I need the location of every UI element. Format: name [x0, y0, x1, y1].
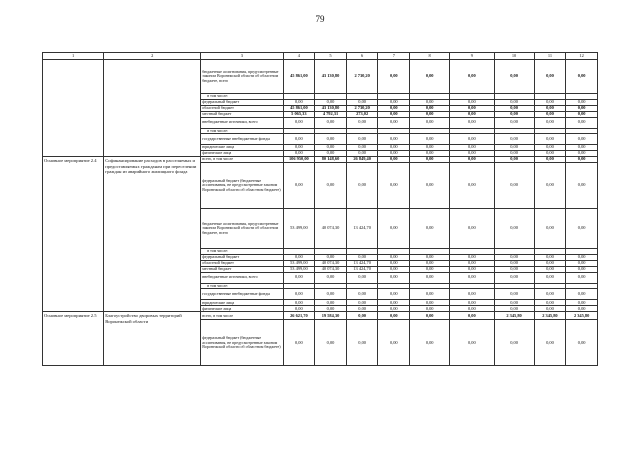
value-cell: 0,00	[378, 111, 410, 117]
value-cell: 0,00	[410, 134, 450, 145]
value-cell: 0,00	[315, 306, 347, 312]
column-header: 9	[450, 53, 494, 60]
header-row	[43, 53, 598, 60]
value-cell: 0,00	[450, 117, 494, 128]
column-header: 7	[378, 53, 410, 60]
value-cell: 0,00	[450, 157, 494, 163]
value-cell: 0,00	[534, 320, 566, 366]
value-cell: 0,00	[566, 134, 598, 145]
funding-source-cell: юридические лица	[201, 145, 283, 151]
value-cell: 0,00	[534, 111, 566, 117]
value-cell: 45 861,00	[283, 105, 315, 111]
value-cell: 2 345,80	[534, 312, 566, 320]
value-cell: 0,00	[534, 145, 566, 151]
value-cell: 0,00	[494, 111, 534, 117]
value-cell: 0,00	[494, 163, 534, 209]
value-cell: 13 424,70	[346, 209, 378, 249]
value-cell: 0,00	[410, 260, 450, 266]
value-cell: 0,00	[566, 272, 598, 283]
value-cell: 0,00	[450, 320, 494, 366]
measure-name-cell	[43, 60, 104, 157]
value-cell: 0,00	[410, 272, 450, 283]
value-cell: 0,00	[534, 60, 566, 94]
value-cell: 0,00	[378, 157, 410, 163]
value-cell: 0,00	[410, 266, 450, 272]
value-cell: 0,00	[283, 320, 315, 366]
column-header: 11	[534, 53, 566, 60]
funding-source-cell: федеральный бюджет	[201, 254, 283, 260]
funding-source-cell: бюджетные ассигнования, предусмотренные законом Воронежской области об областном бюджете, всего	[201, 209, 283, 249]
value-cell: 0,00	[450, 300, 494, 306]
value-cell: 0,00	[566, 105, 598, 111]
value-cell: 0,00	[566, 266, 598, 272]
value-cell: 53 499,00	[283, 209, 315, 249]
value-cell: 0,00	[283, 300, 315, 306]
value-cell: 0,00	[534, 134, 566, 145]
funding-source-cell: государственные внебюджетные фонды	[201, 289, 283, 300]
value-cell: 0,00	[283, 254, 315, 260]
value-cell: 0,00	[494, 134, 534, 145]
measure-description-cell	[104, 60, 201, 157]
value-cell: 0,00	[346, 254, 378, 260]
funding-source-cell: областной бюджет	[201, 105, 283, 111]
value-cell: 0,00	[378, 60, 410, 94]
value-cell: 40 074,30	[315, 266, 347, 272]
value-cell: 0,00	[378, 289, 410, 300]
value-cell: 0,00	[346, 163, 378, 209]
value-cell: 0,00	[450, 254, 494, 260]
value-cell: 0,00	[566, 111, 598, 117]
value-cell: 0,00	[494, 60, 534, 94]
value-cell: 0,00	[534, 99, 566, 105]
value-cell: 0,00	[378, 254, 410, 260]
value-cell: 0,00	[346, 151, 378, 157]
column-header: 8	[410, 53, 450, 60]
value-cell: 0,00	[534, 289, 566, 300]
value-cell: 0,00	[534, 163, 566, 209]
table-row	[43, 312, 598, 320]
value-cell: 19 584,30	[315, 312, 347, 320]
value-cell: 5 065,33	[283, 111, 315, 117]
value-cell: 0,00	[494, 266, 534, 272]
value-cell: 0,00	[315, 151, 347, 157]
column-header: 5	[315, 53, 347, 60]
funding-source-cell: государственные внебюджетные фонды	[201, 134, 283, 145]
value-cell: 0,00	[346, 99, 378, 105]
value-cell: 0,00	[378, 105, 410, 111]
value-cell: 0,00	[450, 111, 494, 117]
value-cell: 0,00	[410, 145, 450, 151]
value-cell: 0,00	[346, 300, 378, 306]
column-header: 12	[566, 53, 598, 60]
value-cell: 0,00	[378, 320, 410, 366]
value-cell: 0,00	[450, 99, 494, 105]
value-cell: 0,00	[494, 254, 534, 260]
value-cell: 0,00	[315, 289, 347, 300]
value-cell: 0,00	[494, 117, 534, 128]
value-cell: 0,00	[566, 99, 598, 105]
value-cell: 0,00	[494, 209, 534, 249]
measure-name-cell: Основное мероприятие 2.4	[43, 157, 104, 312]
value-cell: 0,00	[410, 300, 450, 306]
funding-source-cell: федеральный бюджет (бюджетные ассигнования, не предусмотренные законом Воронежской области об областном бюджете)	[201, 320, 283, 366]
value-cell: 0,00	[566, 320, 598, 366]
value-cell: 0,00	[346, 312, 378, 320]
value-cell: 0,00	[378, 134, 410, 145]
value-cell: 0,00	[410, 163, 450, 209]
value-cell: 0,00	[315, 134, 347, 145]
value-cell: 0,00	[534, 266, 566, 272]
value-cell: 0,00	[410, 60, 450, 94]
value-cell: 0,00	[534, 209, 566, 249]
measure-name-cell: Основное мероприятие 2.5	[43, 312, 104, 366]
funding-source-cell: областной бюджет	[201, 260, 283, 266]
value-cell: 0,00	[450, 105, 494, 111]
page-number: 79	[315, 14, 325, 24]
value-cell: 13 424,70	[346, 266, 378, 272]
funding-source-cell: бюджетные ассигнования, предусмотренные законом Воронежской области об областном бюджете, всего	[201, 60, 283, 94]
value-cell: 0,00	[410, 99, 450, 105]
value-cell: 0,00	[346, 289, 378, 300]
funding-source-cell: юридические лица	[201, 300, 283, 306]
value-cell: 0,00	[566, 209, 598, 249]
value-cell: 0,00	[494, 151, 534, 157]
value-cell: 0,00	[494, 289, 534, 300]
value-cell: 0,00	[283, 289, 315, 300]
value-cell: 0,00	[315, 117, 347, 128]
value-cell: 0,00	[283, 151, 315, 157]
funding-source-cell: местный бюджет	[201, 266, 283, 272]
value-cell: 0,00	[346, 306, 378, 312]
value-cell: 0,00	[494, 320, 534, 366]
value-cell: 13 424,70	[346, 260, 378, 266]
value-cell: 0,00	[534, 157, 566, 163]
value-cell: 0,00	[450, 209, 494, 249]
table-row	[43, 60, 598, 94]
value-cell: 0,00	[315, 300, 347, 306]
value-cell: 0,00	[410, 151, 450, 157]
value-cell: 26 621,70	[283, 312, 315, 320]
value-cell: 0,00	[410, 289, 450, 300]
value-cell: 0,00	[283, 134, 315, 145]
value-cell: 0,00	[315, 163, 347, 209]
funding-source-cell: в том числе:	[201, 94, 283, 100]
value-cell: 0,00	[410, 312, 450, 320]
value-cell: 0,00	[450, 306, 494, 312]
funding-source-cell: местный бюджет	[201, 111, 283, 117]
value-cell: 0,00	[534, 272, 566, 283]
value-cell: 0,00	[566, 157, 598, 163]
value-cell: 0,00	[450, 134, 494, 145]
value-cell: 40 074,30	[315, 209, 347, 249]
value-cell: 2 345,80	[566, 312, 598, 320]
value-cell: 0,00	[410, 105, 450, 111]
value-cell: 0,00	[346, 145, 378, 151]
column-header: 10	[494, 53, 534, 60]
value-cell: 0,00	[494, 306, 534, 312]
value-cell: 0,00	[566, 151, 598, 157]
value-cell: 106 950,00	[283, 157, 315, 163]
value-cell: 0,00	[450, 151, 494, 157]
funding-source-cell: в том числе:	[201, 283, 283, 289]
value-cell: 0,00	[566, 306, 598, 312]
value-cell: 2 730,20	[346, 60, 378, 94]
value-cell: 26 849,40	[346, 157, 378, 163]
value-cell: 0,00	[283, 163, 315, 209]
funding-source-cell: федеральный бюджет	[201, 99, 283, 105]
funding-source-cell: всего, в том числе	[201, 157, 283, 163]
value-cell: 0,00	[566, 289, 598, 300]
value-cell: 0,00	[450, 312, 494, 320]
value-cell: 273,02	[346, 111, 378, 117]
value-cell: 0,00	[566, 260, 598, 266]
value-cell: 0,00	[494, 157, 534, 163]
value-cell: 0,00	[534, 105, 566, 111]
value-cell: 0,00	[410, 306, 450, 312]
value-cell: 43 130,80	[315, 60, 347, 94]
funding-source-cell: физические лица	[201, 151, 283, 157]
value-cell: 0,00	[378, 99, 410, 105]
value-cell: 0,00	[534, 117, 566, 128]
value-cell: 0,00	[450, 260, 494, 266]
value-cell: 0,00	[566, 300, 598, 306]
value-cell: 0,00	[450, 272, 494, 283]
value-cell: 0,00	[378, 163, 410, 209]
value-cell: 0,00	[315, 320, 347, 366]
value-cell: 43 130,80	[315, 105, 347, 111]
value-cell: 0,00	[494, 105, 534, 111]
value-cell: 0,00	[410, 209, 450, 249]
value-cell: 0,00	[378, 266, 410, 272]
column-header: 2	[104, 53, 201, 60]
value-cell: 0,00	[346, 134, 378, 145]
value-cell: 0,00	[378, 306, 410, 312]
column-header: 4	[283, 53, 315, 60]
funding-source-cell: внебюджетные источники, всего	[201, 117, 283, 128]
value-cell: 0,00	[534, 300, 566, 306]
value-cell: 0,00	[283, 145, 315, 151]
value-cell: 0,00	[450, 60, 494, 94]
value-cell: 0,00	[410, 320, 450, 366]
value-cell: 0,00	[315, 145, 347, 151]
value-cell: 0,00	[534, 254, 566, 260]
value-cell: 0,00	[378, 117, 410, 128]
value-cell: 45 861,00	[283, 60, 315, 94]
value-cell: 0,00	[450, 289, 494, 300]
value-cell: 4 792,31	[315, 111, 347, 117]
measure-description-cell: Софинансирование расходов в расселяемых и предоставляемых гражданам при переселении граждан из аварийного жилищного фонда	[104, 157, 201, 312]
funding-source-cell: внебюджетные источники, всего	[201, 272, 283, 283]
value-cell: 0,00	[566, 145, 598, 151]
value-cell: 0,00	[534, 151, 566, 157]
value-cell: 0,00	[410, 117, 450, 128]
column-header: 1	[43, 53, 104, 60]
value-cell: 0,00	[450, 145, 494, 151]
value-cell: 0,00	[566, 254, 598, 260]
value-cell: 0,00	[378, 300, 410, 306]
value-cell: 0,00	[346, 272, 378, 283]
value-cell: 0,00	[534, 306, 566, 312]
column-header: 3	[201, 53, 283, 60]
value-cell: 0,00	[494, 145, 534, 151]
value-cell: 0,00	[378, 209, 410, 249]
value-cell: 0,00	[410, 157, 450, 163]
value-cell: 0,00	[378, 151, 410, 157]
value-cell: 0,00	[378, 260, 410, 266]
value-cell: 0,00	[566, 163, 598, 209]
value-cell: 0,00	[283, 272, 315, 283]
value-cell: 53 499,00	[283, 260, 315, 266]
value-cell: 0,00	[378, 272, 410, 283]
funding-source-cell: физические лица	[201, 306, 283, 312]
value-cell: 80 148,60	[315, 157, 347, 163]
value-cell: 0,00	[378, 312, 410, 320]
value-cell: 0,00	[494, 260, 534, 266]
value-cell: 0,00	[566, 117, 598, 128]
funding-source-cell: федеральный бюджет (бюджетные ассигнования, не предусмотренные законом Воронежской области об областном бюджете)	[201, 163, 283, 209]
value-cell: 0,00	[494, 272, 534, 283]
value-cell: 0,00	[494, 300, 534, 306]
value-cell: 0,00	[534, 260, 566, 266]
funding-source-cell: всего, в том числе	[201, 312, 283, 320]
value-cell: 0,00	[283, 306, 315, 312]
value-cell: 0,00	[566, 60, 598, 94]
value-cell: 0,00	[378, 145, 410, 151]
value-cell: 2 730,20	[346, 105, 378, 111]
value-cell: 0,00	[450, 163, 494, 209]
value-cell: 0,00	[283, 117, 315, 128]
funding-source-cell: в том числе:	[201, 249, 283, 255]
value-cell: 0,00	[450, 266, 494, 272]
value-cell: 0,00	[315, 254, 347, 260]
value-cell: 0,00	[283, 99, 315, 105]
funding-source-cell: в том числе:	[201, 128, 283, 134]
budget-table	[42, 52, 598, 366]
value-cell: 0,00	[410, 111, 450, 117]
value-cell: 0,00	[315, 99, 347, 105]
value-cell: 0,00	[315, 272, 347, 283]
value-cell: 0,00	[494, 99, 534, 105]
value-cell: 53 499,00	[283, 266, 315, 272]
value-cell: 40 074,30	[315, 260, 347, 266]
column-header: 6	[346, 53, 378, 60]
value-cell: 0,00	[346, 117, 378, 128]
measure-description-cell: Благоустройство дворовых территорий Воронежской области	[104, 312, 201, 366]
value-cell: 0,00	[410, 254, 450, 260]
value-cell: 0,00	[346, 320, 378, 366]
value-cell: 2 345,80	[494, 312, 534, 320]
